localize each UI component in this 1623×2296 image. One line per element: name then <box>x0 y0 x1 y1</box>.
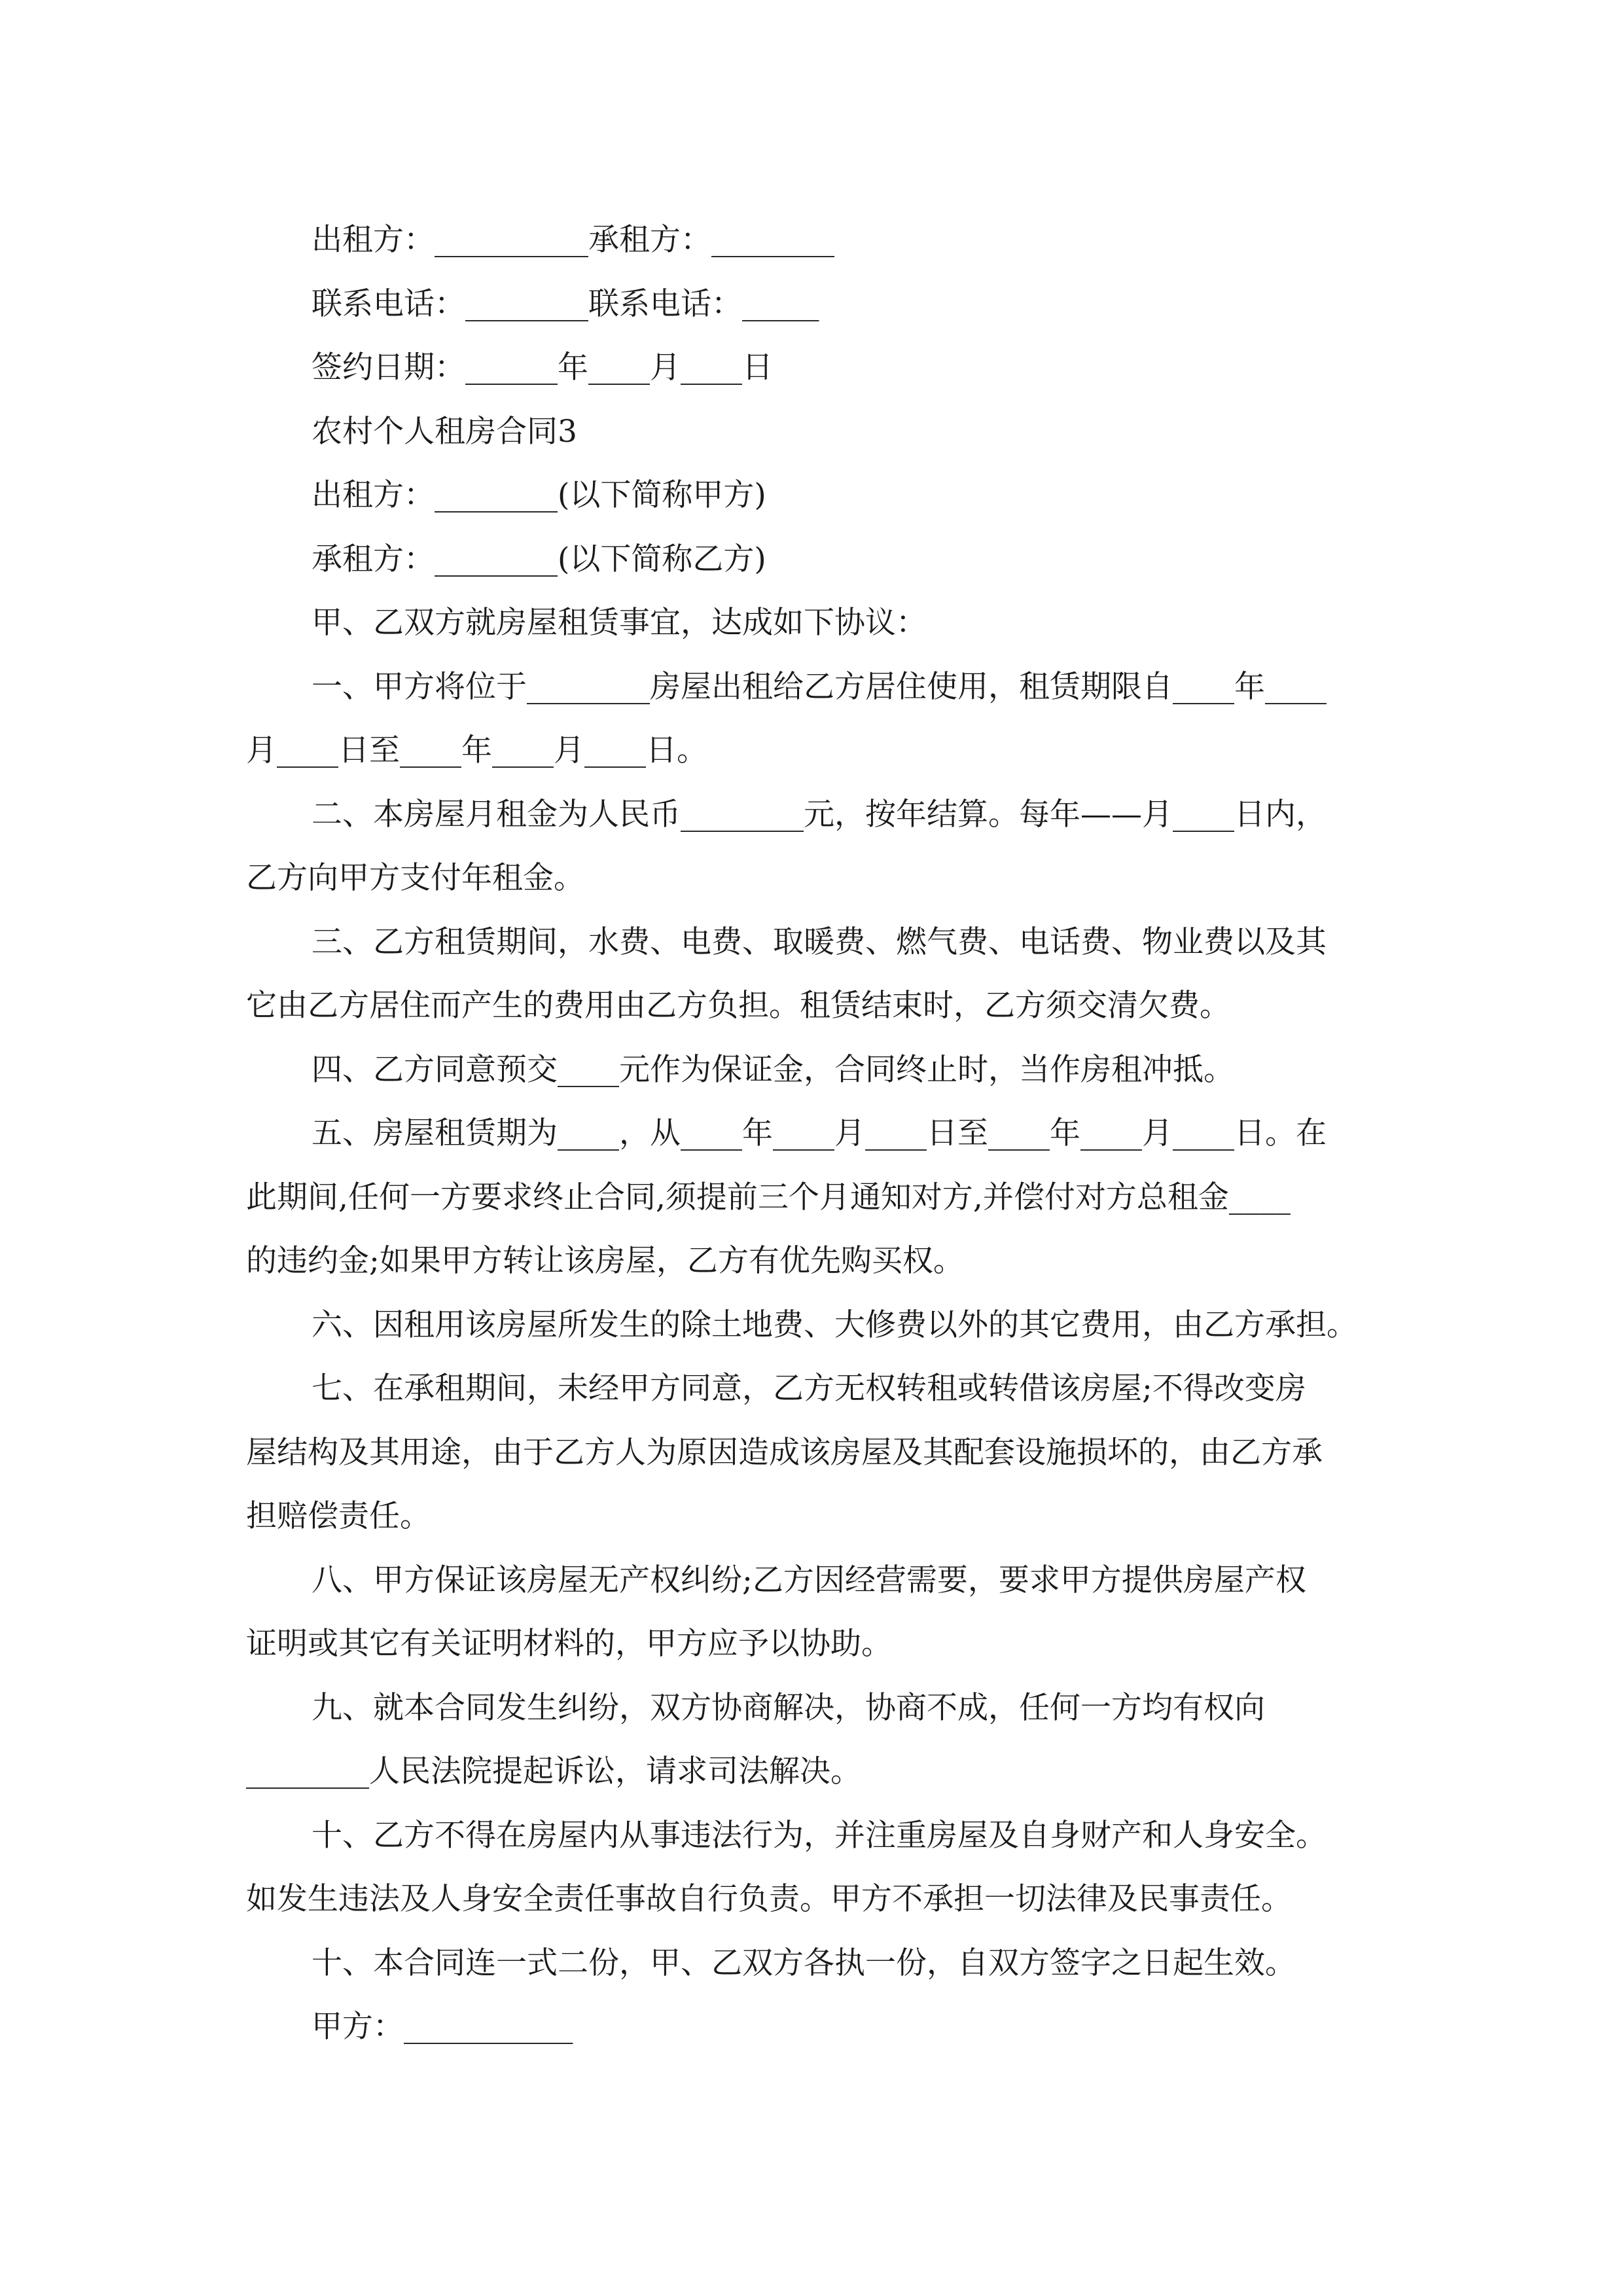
clause-4 <box>246 1038 1378 1102</box>
clause-line: 担赔偿责任。 <box>246 1498 431 1534</box>
contract-title: 农村个人租房合同3 <box>312 413 577 450</box>
clause-6 <box>246 1293 1378 1357</box>
party-a-signature-line: 甲方：___________ <box>312 2009 573 2045</box>
clause-line: 六、因租用该房屋所发生的除土地费、大修费以外的其它费用，由乙方承担。 <box>312 1306 1357 1343</box>
clause-8 <box>246 1549 1378 1676</box>
clause-line: 屋结构及其用途，由于乙方人为原因造成该房屋及其配套设施损坏的，由乙方承 <box>246 1434 1323 1471</box>
clause-2 <box>246 783 1378 910</box>
lessor-party-a-line: 出租方：________(以下简称甲方) <box>312 477 766 513</box>
clause-line: 五、房屋租赁期为____，从____年____月____日至____年____月____日。在 <box>312 1115 1327 1151</box>
clause-line: ________人民法院提起诉讼，请求司法解决。 <box>246 1753 861 1789</box>
clause-11 <box>246 1931 1378 1996</box>
agreement-intro: 甲、乙双方就房屋租赁事宜，达成如下协议： <box>312 605 927 641</box>
clause-7 <box>246 1357 1378 1549</box>
clause-line: 二、本房屋月租金为人民币________元，按年结算。每年——月____日内， <box>312 796 1327 833</box>
clause-line: 八、甲方保证该房屋无产权纠纷;乙方因经营需要，要求甲方提供房屋产权 <box>312 1562 1306 1598</box>
clause-line: 十、乙方不得在房屋内从事违法行为，并注重房屋及自身财产和人身安全。 <box>312 1817 1327 1854</box>
clause-1 <box>246 655 1378 783</box>
clause-line: 七、在承租期间，未经甲方同意，乙方无权转租或转借该房屋;不得改变房 <box>312 1371 1306 1407</box>
contract-body <box>246 208 1378 2059</box>
clause-line: 三、乙方租赁期间，水费、电费、取暖费、燃气费、电话费、物业费以及其 <box>312 924 1327 960</box>
phone-line: 联系电话：________联系电话：_____ <box>312 285 819 322</box>
clause-line: 如发生违法及人身安全责任事故自行负责。甲方不承担一切法律及民事责任。 <box>246 1881 1292 1917</box>
clause-10 <box>246 1804 1378 1931</box>
clause-line: 九、就本合同发生纠纷，双方协商解决，协商不成，任何一方均有权向 <box>312 1689 1265 1726</box>
clause-line: 月____日至____年____月____日。 <box>246 732 707 768</box>
clause-line: 四、乙方同意预交____元作为保证金，合同终止时，当作房租冲抵。 <box>312 1051 1234 1088</box>
clause-5 <box>246 1102 1378 1293</box>
clause-line: 十、本合同连一式二份，甲、乙双方各执一份，自双方签字之日起生效。 <box>312 1945 1296 1981</box>
clause-line: 它由乙方居住而产生的费用由乙方负担。租赁结束时，乙方须交清欠费。 <box>246 988 1230 1024</box>
clause-line: 的违约金;如果甲方转让该房屋，乙方有优先购买权。 <box>246 1243 964 1279</box>
lessor-lessee-line: 出租方：__________承租方：________ <box>312 222 834 258</box>
sign-date-line: 签约日期：______年____月____日 <box>312 350 773 386</box>
clause-line: 证明或其它有关证明材料的，甲方应予以协助。 <box>246 1626 892 1662</box>
clause-line: 一、甲方将位于________房屋出租给乙方居住使用，租赁期限自____年____ <box>312 668 1327 705</box>
clause-3 <box>246 910 1378 1038</box>
lessee-party-b-line: 承租方：________(以下简称乙方) <box>312 541 766 577</box>
clause-line: 乙方向甲方支付年租金。 <box>246 860 584 896</box>
clause-line: 此期间,任何一方要求终止合同,须提前三个月通知对方,并偿付对方总租金____ <box>246 1179 1291 1215</box>
clause-9 <box>246 1676 1378 1804</box>
